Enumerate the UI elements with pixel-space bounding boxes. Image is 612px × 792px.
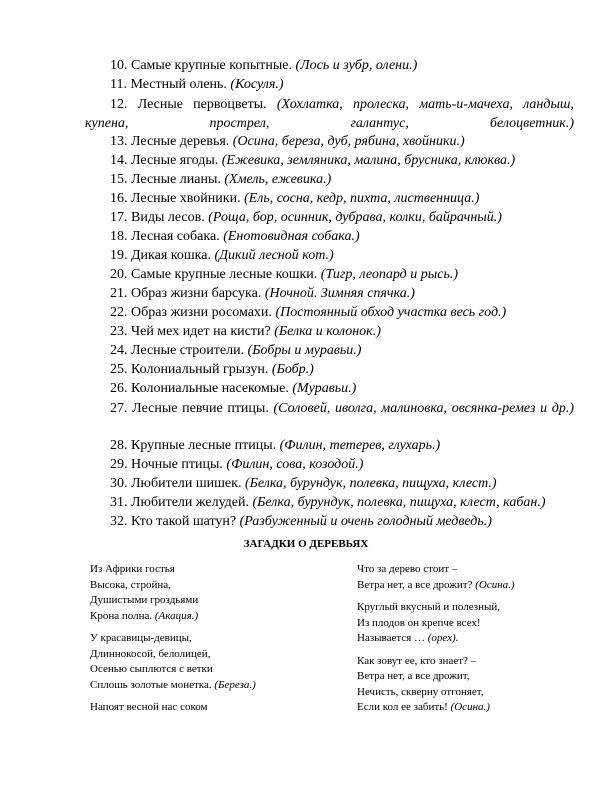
question-15 — [110, 171, 331, 188]
question-21 — [110, 285, 415, 302]
question-19 — [110, 247, 334, 264]
answer-text: (Белка, бурундук, полевка, пищуха, клест.) — [244, 476, 497, 491]
answer-text: (Муравьи.) — [292, 381, 357, 396]
question-17 — [110, 209, 502, 226]
riddle-line — [90, 609, 330, 625]
question-text: 29. Ночные птицы. — [110, 457, 223, 472]
question-text: 16. Лесные хвойники. — [110, 191, 241, 206]
question-26 — [110, 380, 356, 397]
riddle-line: Напоят весной нас соком — [90, 701, 208, 713]
question-text: 32. Кто такой шатун? — [110, 514, 237, 529]
answer-text: (Белка, бурундук, полевка, пищуха, клест, кабан.) — [252, 495, 546, 510]
question-12 — [85, 95, 574, 133]
riddles-left-column — [90, 562, 330, 716]
question-text: 11. Местный олень. — [110, 77, 227, 92]
answer-text: (Ежевика, земляника, малина, брусника, клюква.) — [221, 153, 516, 168]
question-text: 27. Лесные певчие птицы. — [110, 401, 269, 416]
riddle — [90, 700, 330, 716]
riddle-line: Высока, стройна, — [90, 578, 171, 591]
question-23 — [110, 323, 381, 340]
riddle-line: Из Африки гостья — [90, 563, 175, 575]
riddle-answer: (Осина.) — [475, 578, 515, 591]
question-text: 31. Любители желудей. — [110, 495, 250, 510]
question-text: 19. Дикая кошка. — [110, 248, 211, 263]
question-text: 22. Образ жизни росомахи. — [110, 305, 272, 320]
question-text: 10. Самые крупные копытные. — [110, 58, 292, 73]
riddle-line: Душистыми гроздьями — [90, 594, 199, 606]
answer-text: (Соловей, иволга, малиновка, овсянка-ремез и др.) — [273, 401, 574, 416]
answer-text: (Роща, бор, осинник, дубрава, колки, байрачный.) — [208, 210, 502, 225]
answer-text: (Белка и колонок.) — [274, 324, 381, 339]
riddle — [357, 654, 577, 716]
question-16 — [110, 190, 479, 207]
answer-text: (Филин, тетерев, глухарь.) — [279, 438, 441, 453]
riddle-line-text: Сплошь золотые монетка. — [90, 678, 212, 691]
question-text: 28. Крупные лесные птицы. — [110, 438, 277, 453]
riddle-answer: (Береза.) — [214, 678, 256, 691]
question-text: 26. Колониальные насекомые. — [110, 381, 289, 396]
answer-text: (Хмель, ежевика.) — [224, 172, 332, 187]
riddle-line: Круглый вкусный и полезный, — [357, 601, 500, 613]
answer-text: (Лось и зубр, олени.) — [295, 58, 418, 73]
riddles-right-column — [357, 562, 577, 716]
riddle-line: Нечисть, скверну отгоняет, — [357, 685, 484, 698]
question-text: 15. Лесные лианы. — [110, 172, 221, 187]
answer-text: (Косуля.) — [230, 77, 284, 92]
riddle-line — [357, 578, 577, 594]
question-text: 21. Образ жизни барсука. — [110, 286, 262, 301]
riddle-line: У красавицы-девицы, — [90, 632, 192, 644]
answer-text: (Филин, сова, козодой.) — [226, 457, 364, 472]
question-31 — [110, 494, 546, 511]
question-11 — [110, 76, 284, 93]
riddle-line-text: Ветра нет, а все дрожит? — [357, 578, 473, 591]
question-text: 14. Лесные ягоды. — [110, 153, 219, 168]
answer-text: (Разбуженный и очень голодный медведь.) — [239, 514, 492, 529]
question-28 — [110, 437, 440, 454]
question-20 — [110, 266, 458, 283]
answer-text: (Енотовидная собака.) — [223, 229, 360, 244]
answer-text: (Бобр.) — [271, 362, 314, 377]
question-text: 12. Лесные первоцветы. — [110, 97, 267, 112]
riddle-line — [357, 631, 577, 647]
answer-text: (Тигр, леопард и рысь.) — [320, 267, 458, 282]
answer-text: (Ночной. Зимняя спячка.) — [264, 286, 415, 301]
question-18 — [110, 228, 360, 245]
answer-text: (Ель, сосна, кедр, пихта, лиственница.) — [244, 191, 480, 206]
riddle-line — [357, 700, 577, 716]
riddle-line: Что за дерево стоит – — [357, 563, 458, 575]
riddle-line: Ветра нет, а все дрожит, — [357, 670, 470, 682]
question-27 — [85, 399, 574, 418]
question-text: 23. Чей мех идет на кисти? — [110, 324, 271, 339]
riddle-answer: (орех). — [427, 632, 459, 644]
riddle-line-text: Называется … — [357, 632, 428, 644]
riddle-answer: (Осина.) — [450, 701, 490, 713]
answer-text: (Хохлатка, пролеска, мать-и-мачеха, ландыш, купена, прострел, галантус, белоцветник.) — [85, 97, 574, 131]
riddle — [357, 562, 577, 593]
question-22 — [110, 304, 506, 321]
question-text: 18. Лесная собака. — [110, 229, 220, 244]
question-text: 17. Виды лесов. — [110, 210, 205, 225]
question-13 — [110, 133, 465, 150]
riddle — [90, 631, 330, 693]
riddle-line: Длиннокосой, белолицей, — [90, 647, 211, 660]
answer-text: (Бобры и муравьи.) — [247, 343, 362, 358]
question-text: 20. Самые крупные лесные кошки. — [110, 267, 318, 282]
question-25 — [110, 361, 314, 378]
riddle-line-text: Крона полна. — [90, 609, 153, 622]
question-14 — [110, 152, 515, 169]
riddle-line — [90, 678, 330, 694]
riddle-answer: (Акация.) — [154, 609, 199, 622]
question-30 — [110, 475, 497, 492]
question-text: 25. Колониальный грызун. — [110, 362, 269, 377]
answer-text: (Осина, береза, дуб, рябина, хвойники.) — [232, 134, 465, 149]
question-text: 13. Лесные деревья. — [110, 134, 230, 149]
riddle — [90, 562, 330, 624]
riddle — [357, 600, 577, 647]
question-29 — [110, 456, 363, 473]
question-text: 30. Любители шишек. — [110, 476, 242, 491]
riddle-line: Как зовут ее, кто знает? – — [357, 654, 477, 667]
answer-text: (Дикий лесной кот.) — [214, 248, 334, 263]
question-10 — [110, 57, 417, 74]
riddle-line: Из плодов он крепче всех! — [357, 616, 481, 629]
question-text: 24. Лесные строители. — [110, 343, 245, 358]
riddle-line-text: Если кол ее забить! — [357, 701, 448, 713]
question-32 — [110, 513, 492, 530]
riddle-line: Осенью сыплются с ветки — [90, 663, 213, 675]
question-24 — [110, 342, 361, 359]
section-title: ЗАГАДКИ О ДЕРЕВЬЯХ — [243, 538, 369, 550]
answer-text: (Постоянный обход участка весь год.) — [275, 305, 507, 320]
